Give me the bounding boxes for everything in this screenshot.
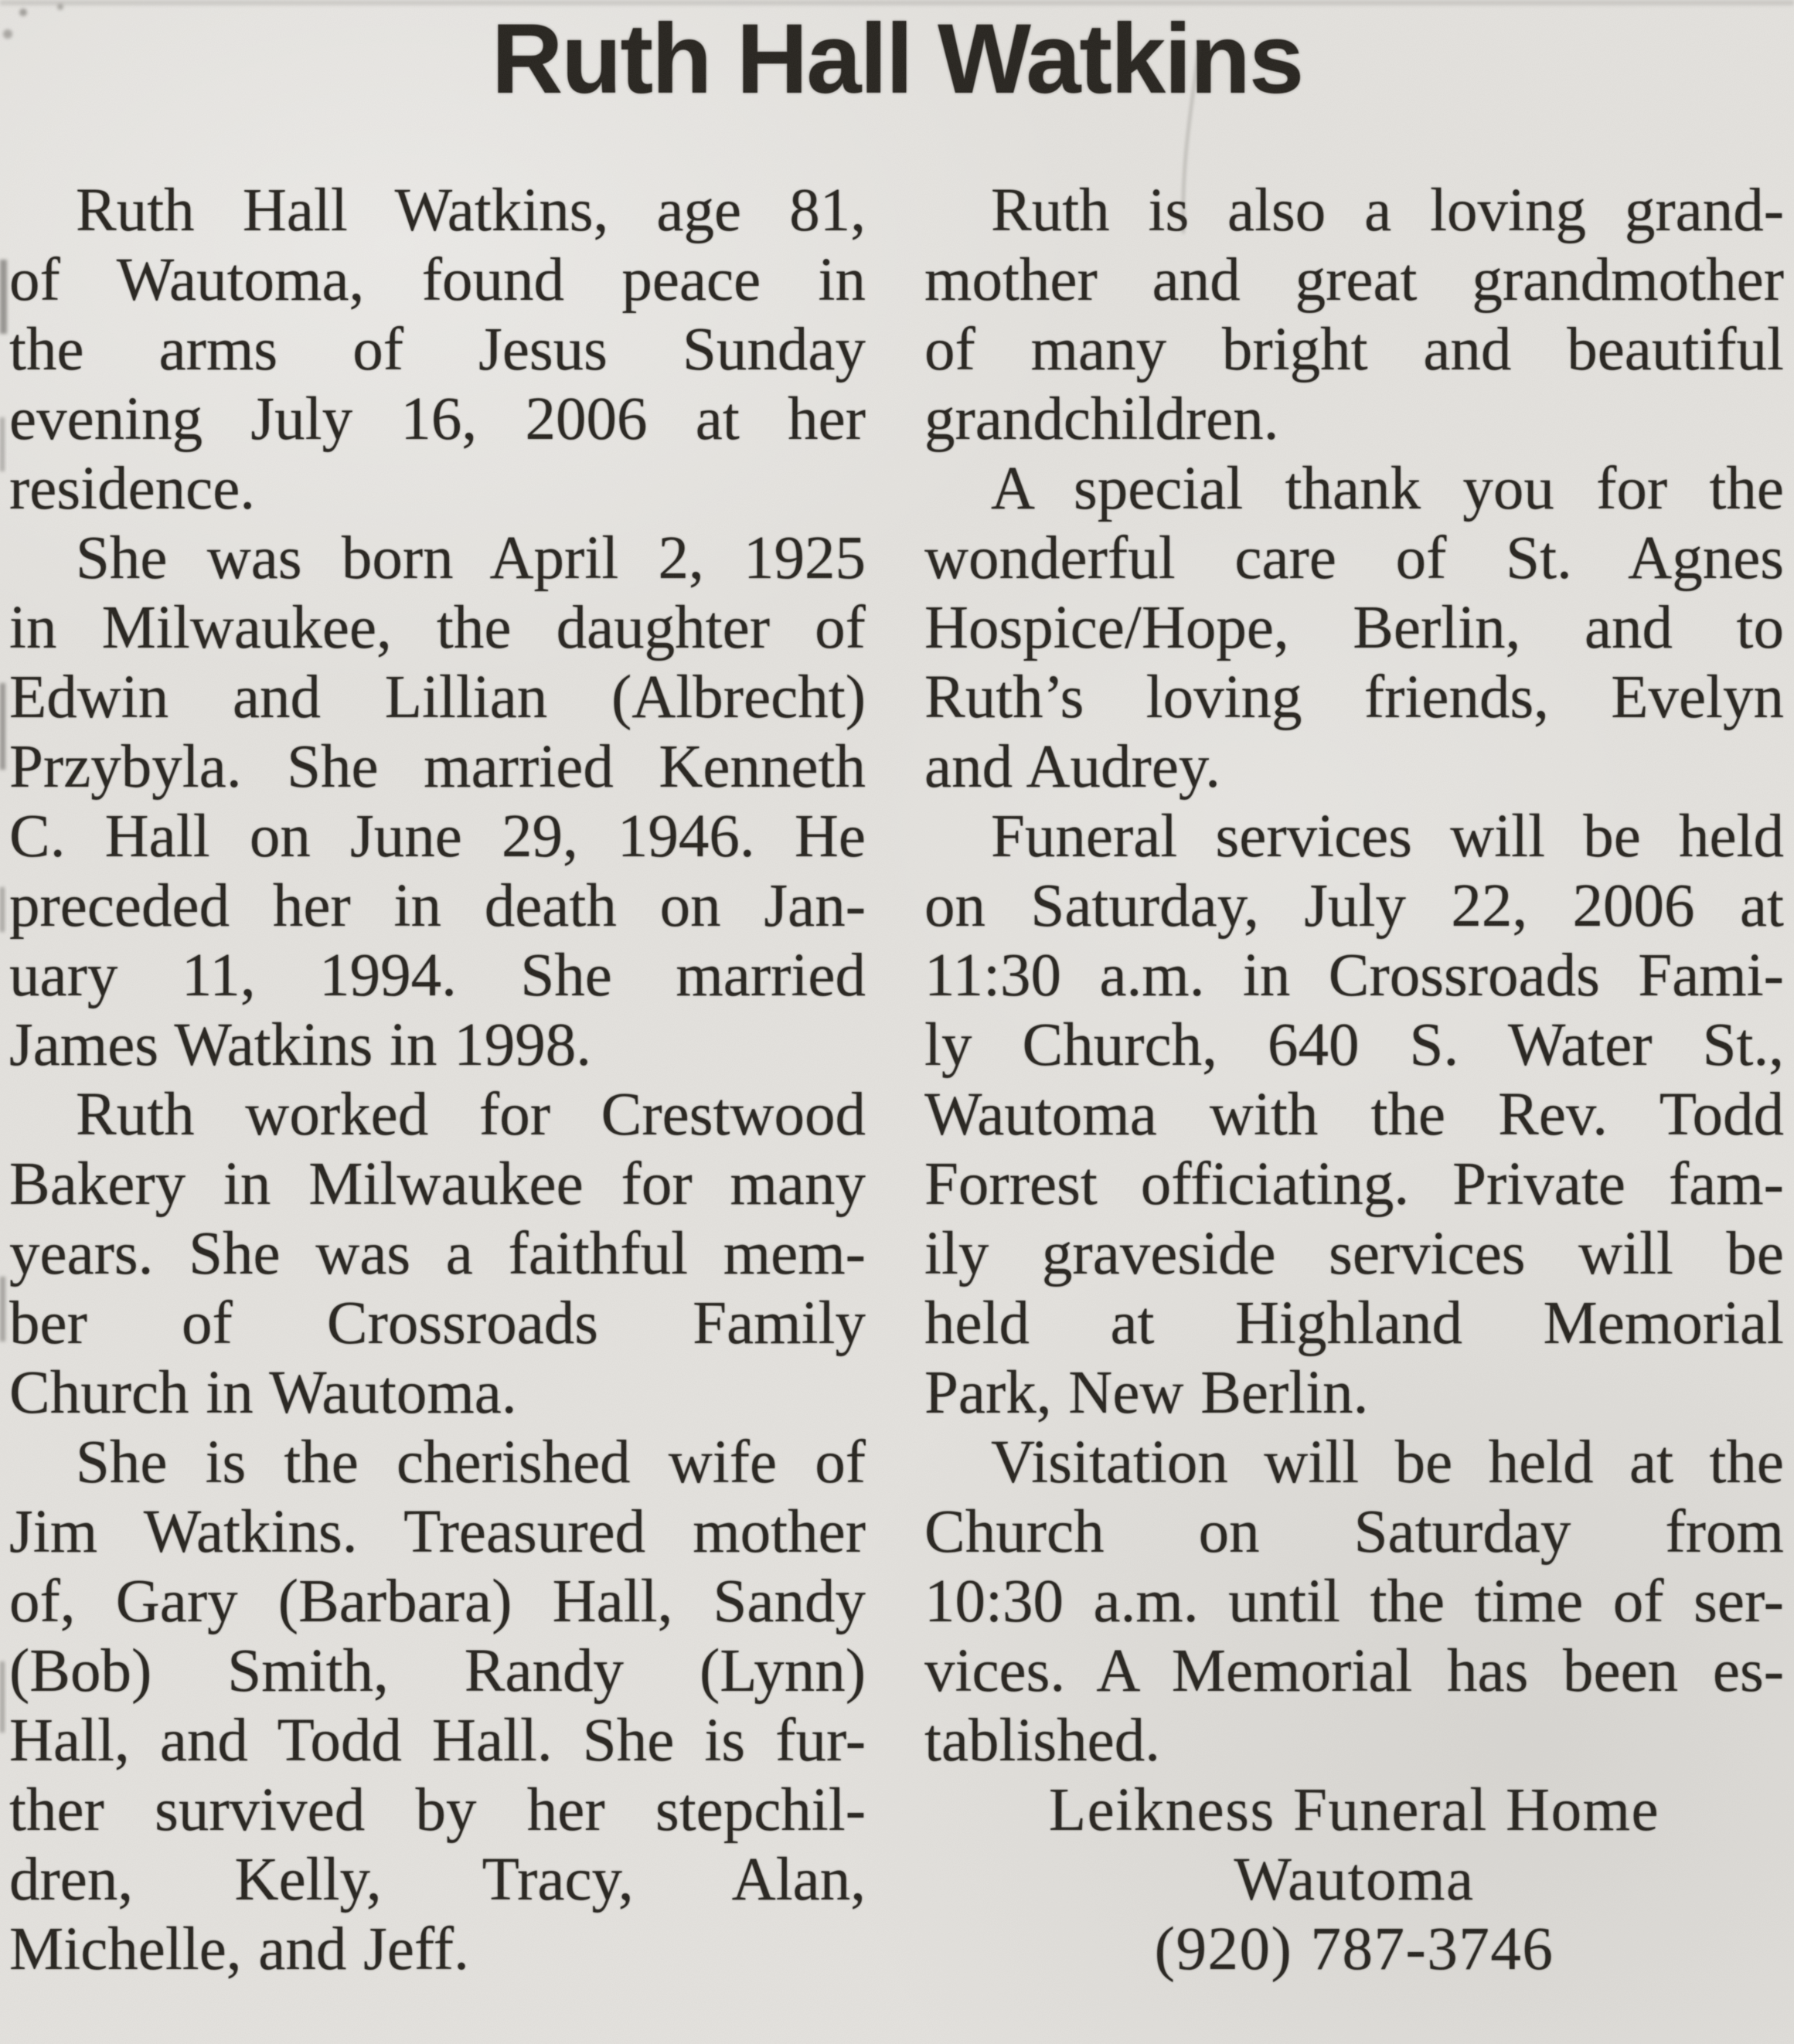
text-line: ily graveside services will be xyxy=(924,1220,1784,1287)
text-line: Church on Saturday from xyxy=(924,1498,1784,1566)
text-line: uary 11, 1994. She married xyxy=(9,942,866,1009)
text-line: (Bob) Smith, Randy (Lynn) xyxy=(9,1638,866,1705)
text-line: Hall, and Todd Hall. She is fur- xyxy=(9,1707,866,1774)
text-line: preceded her in death on Jan- xyxy=(9,872,866,940)
obituary-column-right xyxy=(924,176,1784,1984)
text-line: residence. xyxy=(9,455,256,522)
text-line: of, Gary (Barbara) Hall, Sandy xyxy=(9,1568,866,1635)
text-line: Hospice/Hope, Berlin, and to xyxy=(924,594,1784,661)
text-line: She is the cherished wife of xyxy=(76,1429,866,1496)
text-line: of Wautoma, found peace in xyxy=(9,247,866,314)
text-line: Przybyla. She married Kenneth xyxy=(9,733,866,801)
text-line: mother and great grandmother xyxy=(924,247,1784,314)
paragraph xyxy=(924,802,1784,1428)
paragraph xyxy=(9,1428,866,1984)
text-line: wonderful care of St. Agnes xyxy=(924,525,1784,592)
obituary-column-left xyxy=(9,176,866,1984)
paragraph xyxy=(9,1080,866,1428)
text-line: Visitation will be held at the xyxy=(991,1429,1784,1496)
text-line: Jim Watkins. Treasured mother xyxy=(9,1498,866,1566)
text-line: Park, New Berlin. xyxy=(924,1359,1369,1427)
text-line: of many bright and beautiful xyxy=(924,316,1784,383)
text-line: vices. A Memorial has been es- xyxy=(924,1638,1784,1705)
text-line: on Saturday, July 22, 2006 at xyxy=(924,872,1784,940)
paragraph xyxy=(9,176,866,524)
paragraph xyxy=(924,454,1784,802)
obituary-headline: Ruth Hall Watkins xyxy=(491,4,1303,114)
text-line: Ruth worked for Crestwood xyxy=(76,1081,866,1148)
text-line: Bakery in Milwaukee for many xyxy=(9,1151,866,1218)
text-line: and Audrey. xyxy=(924,733,1220,801)
text-line: 11:30 a.m. in Crossroads Fami- xyxy=(924,942,1784,1009)
text-line: C. Hall on June 29, 1946. He xyxy=(9,803,866,870)
paragraph xyxy=(924,176,1784,454)
text-line: dren, Kelly, Tracy, Alan, xyxy=(9,1846,866,1913)
text-line: Funeral services will be held xyxy=(991,803,1784,870)
text-line: A special thank you for the xyxy=(991,455,1784,522)
text-line: Wautoma xyxy=(1234,1846,1475,1913)
text-line: in Milwaukee, the daughter of xyxy=(9,594,866,661)
text-line: grandchildren. xyxy=(924,386,1279,453)
text-line: evening July 16, 2006 at her xyxy=(9,386,866,453)
text-line: 10:30 a.m. until the time of ser- xyxy=(924,1568,1784,1635)
text-line: Ruth is also a loving grand- xyxy=(991,177,1784,244)
text-line: James Watkins in 1998. xyxy=(9,1012,592,1079)
text-line: ly Church, 640 S. Water St., xyxy=(924,1012,1784,1079)
text-line: Ruth’s loving friends, Evelyn xyxy=(924,664,1784,731)
paragraph xyxy=(924,1776,1784,1984)
text-line: (920) 787-3746 xyxy=(1154,1916,1554,1983)
text-line: tablished. xyxy=(924,1707,1160,1774)
text-line: ber of Crossroads Family xyxy=(9,1290,866,1357)
text-line: ther survived by her stepchil- xyxy=(9,1777,866,1844)
paragraph xyxy=(924,1428,1784,1776)
paragraph xyxy=(9,524,866,1080)
text-line: held at Highland Memorial xyxy=(924,1290,1784,1357)
text-line: Church in Wautoma. xyxy=(9,1359,517,1427)
text-line: Forrest officiating. Private fam- xyxy=(924,1151,1784,1218)
text-line: Edwin and Lillian (Albrecht) xyxy=(9,664,866,731)
text-line: years. She was a faithful mem- xyxy=(9,1220,866,1287)
text-line: Ruth Hall Watkins, age 81, xyxy=(76,177,866,244)
text-line: She was born April 2, 1925 xyxy=(76,525,866,592)
text-line: Michelle, and Jeff. xyxy=(9,1916,469,1983)
text-line: Leikness Funeral Home xyxy=(1048,1777,1660,1844)
text-line: Wautoma with the Rev. Todd xyxy=(924,1081,1784,1148)
text-line: the arms of Jesus Sunday xyxy=(9,316,866,383)
